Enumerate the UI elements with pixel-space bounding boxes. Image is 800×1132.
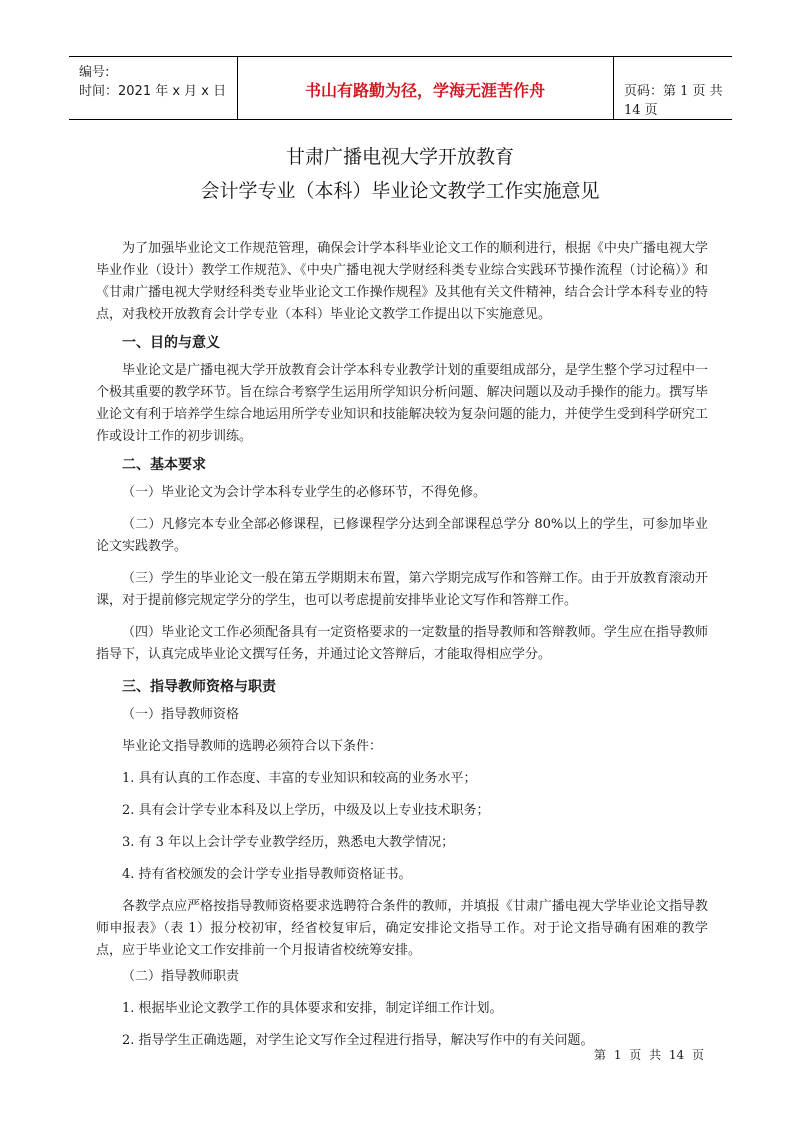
header-page-cell [614,57,732,119]
number-label: 编号: [79,65,110,80]
intro-paragraph: 为了加强毕业论文工作规范管理，确保会计学本科毕业论文工作的顺利进行，根据《中央广播电视大学毕业作业（设计）教学工作规范》、《中央广播电视大学财经科类专业综合实践环节操作流程（讨论稿）》和《甘肃广播电视大学财经科类专业毕业论文工作操作规程》及其他有关文件精神，结合会计学本科专业的特点，对我校开放教育会计学专业（本科）毕业论文教学工作提出以下实施意见。 [96,241,708,322]
section-2-item-3: （三）学生的毕业论文一般在第五学期期末布置，第六学期完成写作和答辩工作。由于开放教育滚动开课，对于提前修完规定学分的学生，也可以考虑提前安排毕业论文写作和答辩工作。 [96,571,708,608]
header-table [69,56,732,120]
duty-item-2: 2. 指导学生正确选题，对学生论文写作全过程进行指导，解决写作中的有关问题。 [122,1033,594,1048]
motto: 书山有路勤为径，学海无涯苦作舟 [304,81,545,100]
subsection-heading-3b: （二）指导教师职责 [122,969,240,984]
section-2-item-2: （二）凡修完本专业全部必修课程，已修课程学分达到全部课程总学分 80%以上的学生，可参加毕业论文实践教学。 [96,517,708,554]
duty-item-1: 1. 根据毕业论文教学工作的具体要求和安排，制定详细工作计划。 [122,1001,503,1016]
time-label: 时间：2021 年 x 月 x 日 [79,84,227,99]
section-heading-2: 二、基本要求 [122,457,206,473]
document-title-line1: 甘肃广播电视大学开放教育 [285,146,514,168]
header-meta-cell [69,57,238,119]
page-footer: 第 1 页 共 14 页 [594,1048,704,1062]
document-body [96,238,708,1062]
subsection-heading-3a: （一）指导教师资格 [122,707,240,722]
section-2-item-1: （一）毕业论文为会计学本科专业学生的必修环节，不得免修。 [122,485,487,500]
section-heading-1: 一、目的与意义 [122,335,220,351]
section-heading-3: 三、指导教师资格与职责 [122,679,276,695]
document-title-line2: 会计学专业（本科）毕业论文教学工作实施意见 [200,180,600,202]
section-2-item-4: （四）毕业论文工作必须配备具有一定资格要求的一定数量的指导教师和答辩教师。学生应在指导教师指导下，认真完成毕业论文撰写任务，并通过论文答辩后，才能取得相应学分。 [96,625,708,662]
subsection-3a-intro: 毕业论文指导教师的选聘必须符合以下条件： [122,739,383,754]
header-motto-cell [237,57,614,119]
qualification-item-4: 4. 持有省校颁发的会计学专业指导教师资格证书。 [122,867,412,882]
section-1-paragraph: 毕业论文是广播电视大学开放教育会计学本科专业教学计划的重要组成部分，是学生整个学习过程中一个极其重要的教学环节。旨在综合考察学生运用所学知识分析问题、解决问题以及动手操作的能力。撰写毕业论文有利于培养学生综合地运用所学专业知识和技能解决较为复杂问题的能力，并使学生受到科学研究工作或设计工作的初步训练。 [96,363,708,444]
qualification-item-3: 3. 有 3 年以上会计学专业教学经历，熟悉电大教学情况； [122,835,455,850]
subsection-3a-paragraph: 各教学点应严格按指导教师资格要求选聘符合条件的教师，并填报《甘肃广播电视大学毕业论文指导教师申报表》（表 1）报分校初审，经省校复审后，确定安排论文指导工作。对于论文指导确有困难的教学点，应于毕业论文工作安排前一个月报请省校统筹安排。 [96,899,708,958]
page-info: 页码：第 1 页 共 14 页 [624,84,723,118]
qualification-item-2: 2. 具有会计学专业本科及以上学历，中级及以上专业技术职务； [122,803,490,818]
qualification-item-1: 1. 具有认真的工作态度、丰富的专业知识和较高的业务水平； [122,771,477,786]
